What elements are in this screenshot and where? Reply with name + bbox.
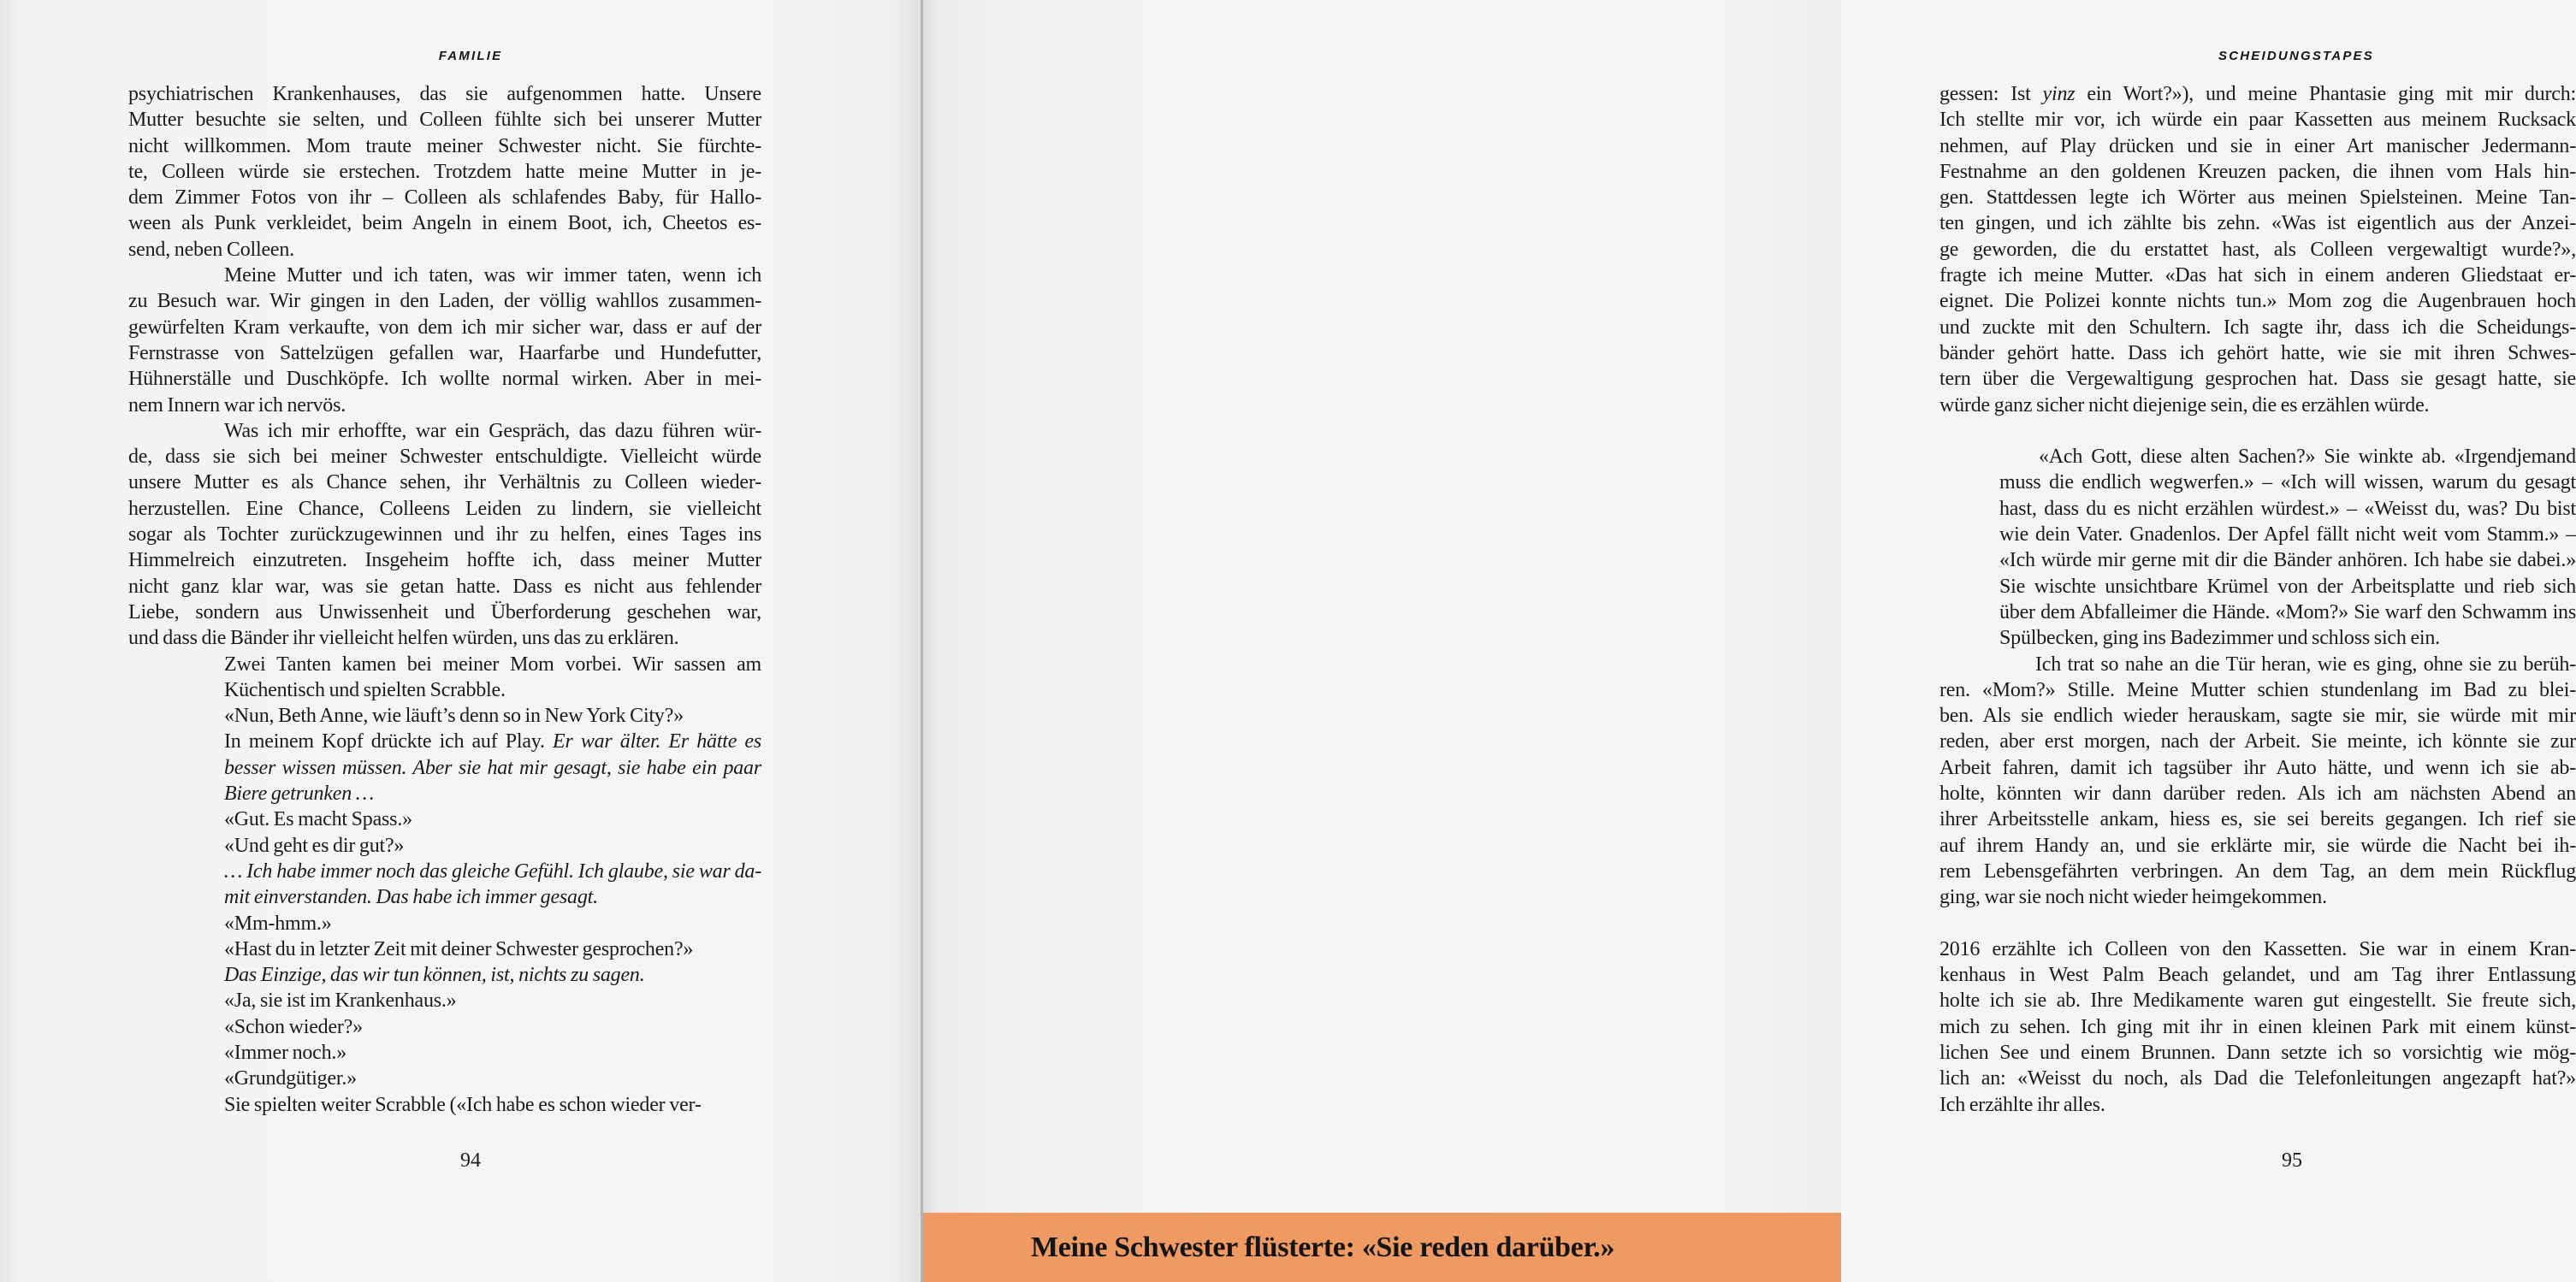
running-head-left: FAMILIE xyxy=(438,49,503,63)
text-line: dem Zimmer Fotos von ihr – Colleen als schlafendes Baby, für Hallo- xyxy=(128,186,761,210)
text-line: «Mm-hmm.» xyxy=(224,912,332,935)
text-line: Das Einzige, das wir tun können, ist, nichts zu sagen. xyxy=(224,964,645,987)
text-line: ween als Punk verkleidet, beim Angeln in einem Boot, ich, Cheetos es- xyxy=(128,212,761,235)
text-line: ging, war sie noch nicht wieder heimgekommen. xyxy=(1939,886,2327,909)
text-line: tern über die Vergewaltigung gesprochen hat. Dass sie gesagt hatte, sie xyxy=(1939,368,2576,391)
paragraph xyxy=(224,859,761,911)
paragraph xyxy=(1999,444,2576,651)
text-line: «Ich würde mir gerne mit dir die Bänder anhören. Ich habe sie dabei.» xyxy=(1999,549,2576,572)
paragraph xyxy=(224,652,761,704)
text-line: sogar als Tochter zurückzugewinnen und ihr zu helfen, eines Tages ins xyxy=(128,523,761,546)
paragraph xyxy=(224,988,761,1013)
text-line: rem Lebensgefährten verbringen. An dem Tag, an dem mein Rückflug xyxy=(1939,860,2576,883)
text-line: «Ach Gott, diese alten Sachen?» Sie winkte ab. «Irgendjemand xyxy=(2039,446,2576,469)
pull-quote-banner xyxy=(923,1213,1841,1282)
text-line: Ich erzählte ihr alles. xyxy=(1939,1093,2105,1116)
text-line: «Hast du in letzter Zeit mit deiner Schwester gesprochen?» xyxy=(224,937,694,960)
text-line: über dem Abfalleimer die Hände. «Mom?» Sie warf den Schwamm ins xyxy=(1999,600,2576,623)
text-line: lich an: «Weisst du noch, als Dad die Telefonleitungen angezapft hat?» xyxy=(1939,1067,2576,1090)
page-number-left: 94 xyxy=(460,1149,481,1172)
text-line: ben. Als sie endlich wieder herauskam, sagte sie mir, sie würde mit mir xyxy=(1939,705,2576,728)
text-line: «Ja, sie ist im Krankenhaus.» xyxy=(224,990,457,1013)
text-line: auf ihrem Handy an, und sie erklärte mir, sie würde die Nacht bei ih- xyxy=(1939,834,2576,857)
text-column-left xyxy=(128,81,761,1118)
paragraph xyxy=(224,703,761,729)
paragraph xyxy=(128,263,761,418)
text-line: ten gingen, und ich zählte bis zehn. «Was ist eigentlich aus der Anzei- xyxy=(1939,212,2576,235)
text-line: unsere Mutter es als Chance sehen, ihr Verhältnis zu Colleen wieder- xyxy=(128,471,761,494)
text-line: eignet. Die Polizei konnte nichts tun.» Mom zog die Augenbrauen hoch xyxy=(1939,290,2576,313)
text-line: Festnahme an den goldenen Kreuzen packen, die ihnen vom Hals hin- xyxy=(1939,160,2576,183)
text-line: ren. «Mom?» Stille. Meine Mutter schien stundenlang im Bad zu blei- xyxy=(1939,678,2576,701)
text-line: holte, könnten wir dann darüber reden. Als ich am nächsten Abend an xyxy=(1939,783,2576,806)
paragraph xyxy=(224,1066,761,1091)
paragraph xyxy=(1939,81,2576,418)
text-line: holte ich sie ab. Ihre Medikamente waren gut eingestellt. Sie freute sich, xyxy=(1939,990,2576,1013)
text-line: Mutter besuchte sie selten, und Colleen fühlte sich bei unserer Mutter xyxy=(128,109,761,132)
text-line: hast, dass du es nicht erzählen würdest.» – «Weisst du, was? Du bist xyxy=(1999,497,2576,520)
text-line: Was ich mir erhoffte, war ein Gespräch, das dazu führen wür- xyxy=(224,419,761,442)
paragraph xyxy=(128,418,761,652)
text-line: «Schon wieder?» xyxy=(224,1015,363,1038)
text-line: Zwei Tanten kamen bei meiner Mom vorbei. Wir sassen am xyxy=(224,653,761,676)
text-line: Sie spielten weiter Scrabble («Ich habe es schon wieder ver- xyxy=(224,1093,702,1116)
text-line: ge geworden, die du erstattet hast, als Colleen vergewaltigt wurde?», xyxy=(1939,238,2576,261)
text-line: reden, aber erst morgen, nach der Arbeit. Sie meinte, ich könnte sie zur xyxy=(1939,730,2576,753)
paragraph xyxy=(224,833,761,859)
text-line: und zuckte mit den Schultern. Ich sagte ihr, dass ich die Scheidungs- xyxy=(1939,316,2576,339)
text-line: send, neben Colleen. xyxy=(128,238,294,261)
text-line: nem Innern war ich nervös. xyxy=(128,393,346,417)
paragraph xyxy=(224,1014,761,1040)
paragraph xyxy=(1939,936,2576,1118)
paragraph-spacer xyxy=(1939,418,2576,444)
text-line: wie dein Vater. Gnadenlos. Der Apfel fällt nicht weit vom Stamm.» – xyxy=(1999,523,2576,546)
text-line: Meine Mutter und ich taten, was wir immer taten, wenn ich xyxy=(224,264,761,287)
text-line: psychiatrischen Krankenhauses, das sie aufgenommen hatte. Unsere xyxy=(128,83,761,105)
text-line: «Und geht es dir gut?» xyxy=(224,834,405,857)
paragraph xyxy=(224,911,761,936)
text-line: zu Besuch war. Wir gingen in den Laden, der völlig wahllos zusammen- xyxy=(128,290,761,313)
text-line: herzustellen. Eine Chance, Colleens Leiden zu lindern, sie vielleicht xyxy=(128,497,761,520)
text-line: In meinem Kopf drückte ich auf Play. Er war älter. Er hätte es xyxy=(224,730,762,753)
paragraph xyxy=(224,962,761,988)
text-line: gen. Stattdessen legte ich Wörter aus meinen Spielsteinen. Meine Tan- xyxy=(1939,186,2576,210)
text-line: gessen: Ist yinz ein Wort?»), und meine Phantasie ging mit mir durch: xyxy=(1939,83,2576,105)
text-line: Sie wischte unsichtbare Krümel von der Arbeitsplatte und rieb sich xyxy=(1999,575,2576,598)
text-line: «Immer noch.» xyxy=(224,1041,347,1064)
page-number-right: 95 xyxy=(2282,1149,2302,1172)
text-line: Himmelreich einzutreten. Insgeheim hoffte ich, dass meiner Mutter xyxy=(128,549,761,572)
text-line: gewürfelten Kram verkaufte, von dem ich mir sicher war, dass er auf der xyxy=(128,316,761,339)
text-line: te, Colleen würde sie erstechen. Trotzdem hatte meine Mutter in je- xyxy=(128,160,761,183)
page-right xyxy=(923,0,2576,1282)
text-column-right xyxy=(1939,81,2576,1118)
paragraph xyxy=(224,1092,761,1118)
pull-quote-text: Meine Schwester flüsterte: «Sie reden darüber.» xyxy=(1031,1232,1615,1263)
paragraph-spacer xyxy=(1939,911,2576,936)
text-line: «Grundgütiger.» xyxy=(224,1067,357,1090)
text-line: kenhaus in West Palm Beach gelandet, und am Tag ihrer Entlassung xyxy=(1939,964,2576,987)
text-line: muss die endlich wegwerfen.» – «Ich will wissen, warum du gesagt xyxy=(1999,471,2576,494)
paragraph xyxy=(224,936,761,962)
text-line: … Ich habe immer noch das gleiche Gefühl. Ich glaube, sie war da- xyxy=(224,860,761,883)
text-line: 2016 erzählte ich Colleen von den Kassetten. Sie war in einem Kran- xyxy=(1939,937,2576,960)
text-line: Liebe, sondern aus Unwissenheit und Überforderung geschehen war, xyxy=(128,600,761,623)
text-line: «Nun, Beth Anne, wie läuft’s denn so in New York City?» xyxy=(224,705,684,728)
text-line: ihrer Arbeitsstelle ankam, hiess es, sie sei bereits gegangen. Ich rief sie xyxy=(1939,808,2576,831)
spine-gutter-line xyxy=(921,0,923,1282)
page-left xyxy=(0,0,921,1282)
text-line: «Gut. Es macht Spass.» xyxy=(224,808,412,831)
text-line: Biere getrunken … xyxy=(224,783,374,806)
paragraph xyxy=(224,806,761,832)
text-line: besser wissen müssen. Aber sie hat mir gesagt, sie habe ein paar xyxy=(224,756,761,779)
text-line: nicht willkommen. Mom traute meiner Schwester nicht. Sie fürchte- xyxy=(128,134,761,157)
paragraph xyxy=(1939,652,2576,911)
text-line: würde ganz sicher nicht diejenige sein, die es erzählen würde. xyxy=(1939,393,2430,417)
text-line: Küchentisch und spielten Scrabble. xyxy=(224,678,506,701)
text-line: mit einverstanden. Das habe ich immer gesagt. xyxy=(224,886,598,909)
text-line: mich zu sehen. Ich ging mit ihr in einen kleinen Park mit einem künst- xyxy=(1939,1015,2576,1038)
text-line: nicht ganz klar war, was sie getan hatte. Dass es nicht aus fehlender xyxy=(128,575,761,598)
text-line: und dass die Bänder ihr vielleicht helfen würden, uns das zu erklären. xyxy=(128,627,679,650)
text-line: fragte ich meine Mutter. «Das hat sich in einem anderen Gliedstaat er- xyxy=(1939,264,2576,287)
paragraph xyxy=(128,81,761,263)
text-line: Fernstrasse von Sattelzügen gefallen war, Haarfarbe und Hundefutter, xyxy=(128,341,761,364)
text-line: Ich stellte mir vor, ich würde ein paar Kassetten aus meinem Rucksack xyxy=(1939,109,2576,132)
text-line: de, dass sie sich bei meiner Schwester entschuldigte. Vielleicht würde xyxy=(128,446,761,469)
text-line: Ich trat so nahe an die Tür heran, wie es ging, ohne sie zu berüh- xyxy=(2035,653,2576,676)
text-line: Spülbecken, ging ins Badezimmer und schloss sich ein. xyxy=(1999,627,2440,650)
paragraph xyxy=(224,1040,761,1066)
text-line: Arbeit fahren, damit ich tagsüber ihr Auto hätte, und wenn ich sie ab- xyxy=(1939,756,2576,779)
running-head-right: SCHEIDUNGSTAPES xyxy=(2218,49,2374,63)
text-line: bänder gehört hatte. Dass ich gehört hatte, wie sie mit ihren Schwes- xyxy=(1939,341,2576,364)
text-line: Hühnerställe und Duschköpfe. Ich wollte normal wirken. Aber in mei- xyxy=(128,368,761,391)
text-line: lichen See und einem Brunnen. Dann setzte ich so vorsichtig wie mög- xyxy=(1939,1041,2576,1064)
paragraph xyxy=(224,729,761,806)
text-line: nehmen, auf Play drücken und sie in einer Art manischer Jedermann- xyxy=(1939,134,2576,157)
